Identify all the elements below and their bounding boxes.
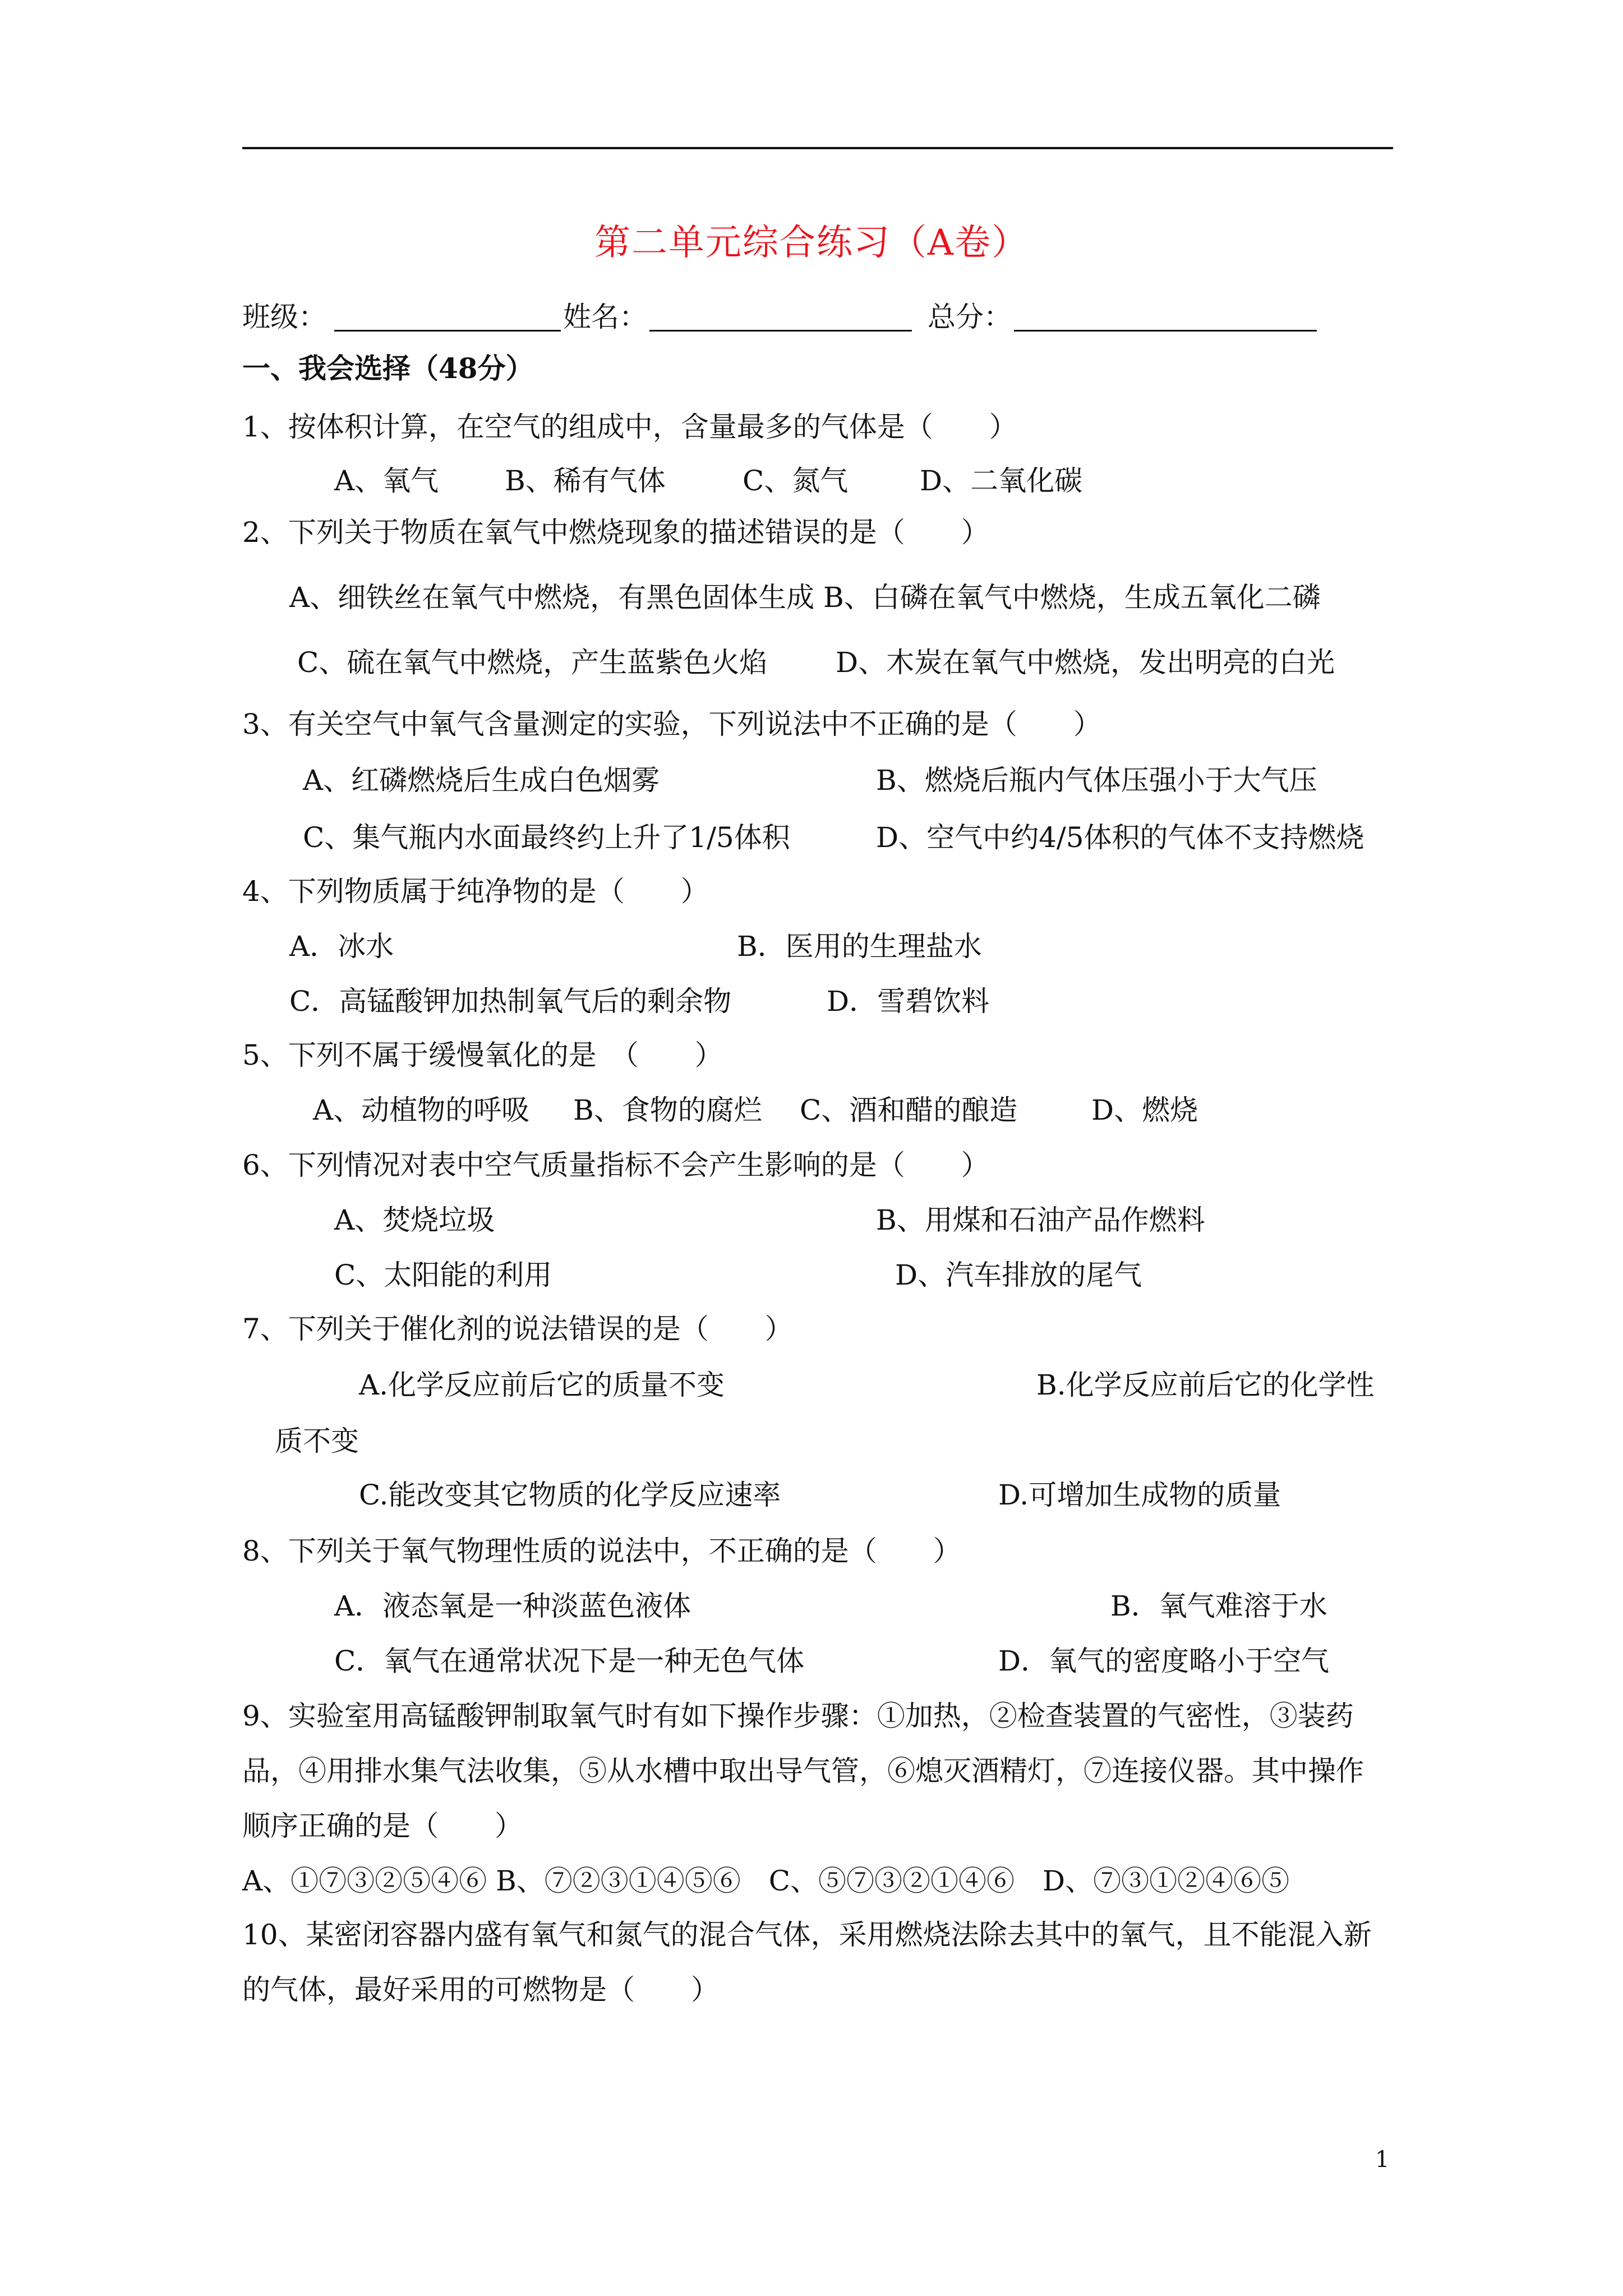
q5-option-b: B、食物的腐烂 [573, 1094, 762, 1126]
q2-options-ab: A、细铁丝在氧气中燃烧，有黑色固体生成 B、白磷在氧气中燃烧，生成五氧化二磷 [289, 581, 1321, 614]
q8-option-b: B．氧气难溶于水 [1110, 1590, 1327, 1622]
question-3: 3、有关空气中氧气含量测定的实验，下列说法中不正确的是（ ） [242, 708, 1101, 740]
q1-option-b: B、稀有气体 [505, 464, 666, 497]
top-rule [242, 147, 1393, 149]
q4-option-a: A．冰水 [289, 930, 394, 963]
question-1: 1、按体积计算，在空气的组成中，含量最多的气体是（ ） [242, 411, 1017, 443]
q6-option-d: D、汽车排放的尾气 [895, 1259, 1142, 1291]
question-9-line-3: 顺序正确的是（ ） [242, 1810, 523, 1842]
q6-option-b: B、用煤和石油产品作燃料 [876, 1204, 1205, 1236]
score-blank[interactable] [1014, 330, 1317, 332]
q7-option-d: D.可增加生成物的质量 [998, 1479, 1281, 1511]
question-9-line-2: 品，④用排水集气法收集，⑤从水槽中取出导气管，⑥熄灭酒精灯，⑦连接仪器。其中操作 [242, 1755, 1364, 1787]
q4-option-b: B．医用的生理盐水 [737, 930, 982, 963]
question-9-line-1: 9、实验室用高锰酸钾制取氧气时有如下操作步骤：①加热，②检查装置的气密性，③装药 [242, 1700, 1354, 1732]
q1-option-d: D、二氧化碳 [920, 464, 1083, 497]
q2-option-d: D、木炭在氧气中燃烧，发出明亮的白光 [836, 646, 1335, 679]
q1-option-c: C、氮气 [743, 464, 849, 497]
name-label: 姓名： [563, 301, 647, 333]
q7-option-a: A.化学反应前后它的质量不变 [359, 1369, 725, 1401]
q9-options: A、①⑦③②⑤④⑥ B、⑦②③①④⑤⑥ C、⑤⑦③②①④⑥ D、⑦③①②④⑥⑤ [242, 1865, 1290, 1897]
q3-option-b: B、燃烧后瓶内气体压强小于大气压 [876, 764, 1317, 797]
q5-option-a: A、动植物的呼吸 [313, 1094, 530, 1126]
q4-option-d: D．雪碧饮料 [827, 985, 990, 1018]
q8-option-c: C．氧气在通常状况下是一种无色气体 [334, 1645, 805, 1677]
name-blank[interactable] [649, 330, 912, 332]
q4-option-c: C．高锰酸钾加热制氧气后的剩余物 [289, 985, 732, 1018]
question-10-line-2: 的气体，最好采用的可燃物是（ ） [242, 1973, 719, 2006]
question-2: 2、下列关于物质在氧气中燃烧现象的描述错误的是（ ） [242, 516, 989, 549]
q8-option-a: A．液态氧是一种淡蓝色液体 [334, 1590, 691, 1622]
question-5: 5、下列不属于缓慢氧化的是 （ ） [242, 1039, 723, 1071]
class-blank[interactable] [334, 330, 561, 332]
score-label: 总分： [928, 301, 1012, 333]
q5-option-c: C、酒和醋的酿造 [800, 1094, 1018, 1126]
q7-option-b: B.化学反应前后它的化学性 [1036, 1369, 1375, 1401]
q3-option-a: A、红磷燃烧后生成白色烟雾 [303, 764, 660, 797]
question-8: 8、下列关于氧气物理性质的说法中，不正确的是（ ） [242, 1535, 961, 1567]
class-label: 班级： [242, 301, 326, 333]
q3-option-d: D、空气中约4/5体积的气体不支持燃烧 [876, 821, 1364, 854]
page-number: 1 [1375, 2147, 1390, 2173]
q3-option-c: C、集气瓶内水面最终约上升了1/5体积 [303, 821, 790, 854]
q6-option-a: A、焚烧垃圾 [334, 1204, 495, 1236]
question-6: 6、下列情况对表中空气质量指标不会产生影响的是（ ） [242, 1149, 989, 1181]
question-7: 7、下列关于催化剂的说法错误的是（ ） [242, 1313, 793, 1345]
question-4: 4、下列物质属于纯净物的是（ ） [242, 875, 709, 908]
q7-option-b-continued: 质不变 [275, 1425, 359, 1457]
question-10-line-1: 10、某密闭容器内盛有氧气和氮气的混合气体，采用燃烧法除去其中的氧气，且不能混入新 [242, 1918, 1372, 1951]
q5-option-d: D、燃烧 [1091, 1094, 1198, 1126]
q6-option-c: C、太阳能的利用 [334, 1259, 552, 1291]
q8-option-d: D．氧气的密度略小于空气 [998, 1645, 1330, 1677]
section-heading: 一、我会选择（48分） [242, 352, 534, 385]
q2-option-c: C、硫在氧气中燃烧，产生蓝紫色火焰 [297, 646, 768, 679]
page-title: 第二单元综合练习（A卷） [594, 222, 1029, 264]
q1-option-a: A、氧气 [334, 464, 439, 497]
q7-option-c: C.能改变其它物质的化学反应速率 [359, 1479, 781, 1511]
